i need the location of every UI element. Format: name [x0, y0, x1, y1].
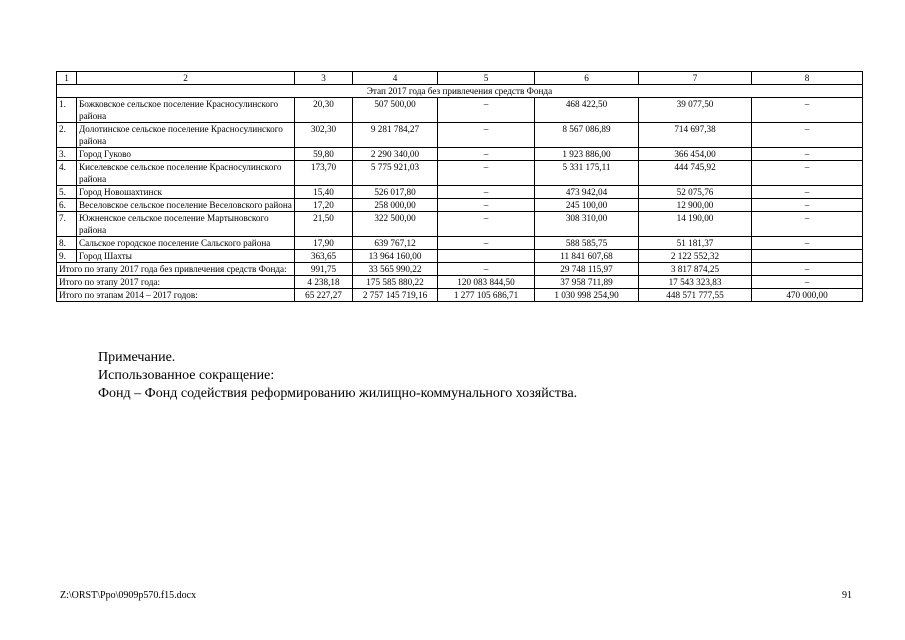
value-cell: 8 567 086,89: [535, 123, 639, 148]
row-number: 8.: [57, 237, 77, 250]
value-cell: –: [438, 161, 535, 186]
header-cell: 5: [438, 72, 535, 85]
municipality-name: Божковское сельское поселение Красносулинского района: [77, 98, 295, 123]
total-value-cell: 175 585 880,22: [353, 276, 438, 289]
value-cell: 51 181,37: [639, 237, 752, 250]
row-number: 6.: [57, 199, 77, 212]
value-cell: 12 900,00: [639, 199, 752, 212]
value-cell: 13 964 160,00: [353, 250, 438, 263]
value-cell: 11 841 607,68: [535, 250, 639, 263]
value-cell: 2 122 552,32: [639, 250, 752, 263]
value-cell: 473 942,04: [535, 186, 639, 199]
header-cell: 2: [77, 72, 295, 85]
total-value-cell: –: [438, 263, 535, 276]
table-row: [57, 186, 863, 199]
value-cell: –: [438, 98, 535, 123]
total-label: Итого по этапу 2017 года:: [57, 276, 295, 289]
value-cell: 1 923 886,00: [535, 148, 639, 161]
total-value-cell: 1 030 998 254,90: [535, 289, 639, 302]
value-cell: [438, 250, 535, 263]
table-row: [57, 199, 863, 212]
value-cell: –: [438, 123, 535, 148]
value-cell: 9 281 784,27: [353, 123, 438, 148]
total-value-cell: –: [752, 263, 863, 276]
value-cell: 639 767,12: [353, 237, 438, 250]
total-value-cell: 448 571 777,55: [639, 289, 752, 302]
header-cell: 7: [639, 72, 752, 85]
row-number: 1.: [57, 98, 77, 123]
total-label: Итого по этапу 2017 года без привлечения средств Фонда:: [57, 263, 295, 276]
value-cell: –: [438, 148, 535, 161]
value-cell: 39 077,50: [639, 98, 752, 123]
value-cell: –: [752, 148, 863, 161]
total-value-cell: 3 817 874,25: [639, 263, 752, 276]
value-cell: –: [438, 237, 535, 250]
table-row: [57, 98, 863, 123]
value-cell: 20,30: [295, 98, 353, 123]
table-row: [57, 212, 863, 237]
note-abbrev-heading: Использованное сокращение:: [98, 368, 275, 383]
value-cell: –: [752, 186, 863, 199]
total-value-cell: –: [752, 276, 863, 289]
value-cell: 308 310,00: [535, 212, 639, 237]
value-cell: 59,80: [295, 148, 353, 161]
value-cell: –: [752, 237, 863, 250]
header-cell: 1: [57, 72, 77, 85]
row-number: 7.: [57, 212, 77, 237]
municipality-name: Город Гуково: [77, 148, 295, 161]
footer-file-path: Z:\ORST\Ppo\0909p570.f15.docx: [60, 590, 197, 601]
total-value-cell: 120 083 844,50: [438, 276, 535, 289]
municipality-name: Южненское сельское поселение Мартыновского района: [77, 212, 295, 237]
value-cell: [752, 250, 863, 263]
value-cell: 322 500,00: [353, 212, 438, 237]
value-cell: 468 422,50: [535, 98, 639, 123]
table-row: [57, 148, 863, 161]
value-cell: 173,70: [295, 161, 353, 186]
data-table: [56, 71, 863, 302]
value-cell: 507 500,00: [353, 98, 438, 123]
total-row: [57, 289, 863, 302]
value-cell: 17,20: [295, 199, 353, 212]
value-cell: 5 775 921,03: [353, 161, 438, 186]
municipality-name: Киселевское сельское поселение Красносулинского района: [77, 161, 295, 186]
row-number: 2.: [57, 123, 77, 148]
row-number: 9.: [57, 250, 77, 263]
page-number: 91: [842, 590, 852, 601]
municipality-name: Город Шахты: [77, 250, 295, 263]
total-value-cell: 17 543 323,83: [639, 276, 752, 289]
value-cell: 14 190,00: [639, 212, 752, 237]
table-row: [57, 237, 863, 250]
value-cell: 363,65: [295, 250, 353, 263]
row-number: 4.: [57, 161, 77, 186]
header-cell: 4: [353, 72, 438, 85]
total-label: Итого по этапам 2014 – 2017 годов:: [57, 289, 295, 302]
value-cell: 366 454,00: [639, 148, 752, 161]
municipality-name: Веселовское сельское поселение Веселовского района: [77, 199, 295, 212]
total-value-cell: 33 565 990,22: [353, 263, 438, 276]
stage-title-row: [57, 85, 863, 98]
row-number: 3.: [57, 148, 77, 161]
value-cell: 15,40: [295, 186, 353, 199]
municipality-name: Долотинское сельское поселение Красносулинского района: [77, 123, 295, 148]
row-number: 5.: [57, 186, 77, 199]
total-value-cell: 65 227,27: [295, 289, 353, 302]
value-cell: 2 290 340,00: [353, 148, 438, 161]
total-value-cell: 4 238,18: [295, 276, 353, 289]
value-cell: 588 585,75: [535, 237, 639, 250]
value-cell: 52 075,76: [639, 186, 752, 199]
total-value-cell: 29 748 115,97: [535, 263, 639, 276]
total-row: [57, 263, 863, 276]
value-cell: –: [438, 186, 535, 199]
total-value-cell: 991,75: [295, 263, 353, 276]
value-cell: 21,50: [295, 212, 353, 237]
header-cell: 3: [295, 72, 353, 85]
value-cell: 526 017,80: [353, 186, 438, 199]
municipality-name: Город Новошахтинск: [77, 186, 295, 199]
value-cell: –: [752, 212, 863, 237]
total-row: [57, 276, 863, 289]
value-cell: 245 100,00: [535, 199, 639, 212]
value-cell: 714 697,38: [639, 123, 752, 148]
value-cell: 17,90: [295, 237, 353, 250]
value-cell: –: [752, 199, 863, 212]
table-row: [57, 123, 863, 148]
notes: [98, 349, 577, 403]
header-cell: 8: [752, 72, 863, 85]
total-value-cell: 1 277 105 686,71: [438, 289, 535, 302]
header-row: [57, 72, 863, 85]
value-cell: 5 331 175,11: [535, 161, 639, 186]
value-cell: –: [438, 212, 535, 237]
total-value-cell: 2 757 145 719,16: [353, 289, 438, 302]
stage-title: Этап 2017 года без привлечения средств Фонда: [57, 85, 863, 98]
value-cell: –: [438, 199, 535, 212]
value-cell: –: [752, 161, 863, 186]
table-row: [57, 161, 863, 186]
total-value-cell: 37 958 711,89: [535, 276, 639, 289]
value-cell: –: [752, 123, 863, 148]
value-cell: 302,30: [295, 123, 353, 148]
note-abbrev-definition: Фонд – Фонд содействия реформированию жилищно-коммунального хозяйства.: [98, 386, 578, 401]
value-cell: 258 000,00: [353, 199, 438, 212]
municipality-name: Сальское городское поселение Сальского района: [77, 237, 295, 250]
value-cell: –: [752, 98, 863, 123]
table-row: [57, 250, 863, 263]
value-cell: 444 745,92: [639, 161, 752, 186]
total-value-cell: 470 000,00: [752, 289, 863, 302]
note-title: Примечание.: [98, 350, 176, 365]
header-cell: 6: [535, 72, 639, 85]
